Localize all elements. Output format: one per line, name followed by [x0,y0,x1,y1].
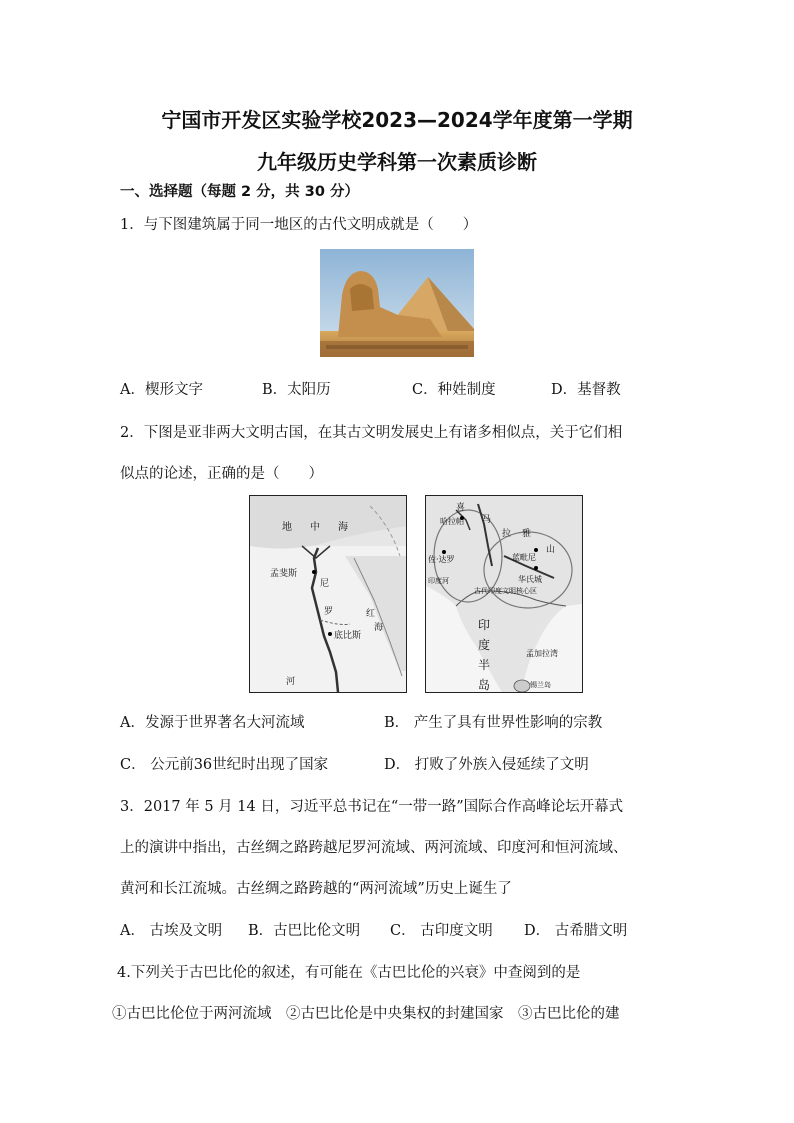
map-label: 佐·达罗 [428,555,455,564]
map-label: 马 [482,515,492,525]
question-2-option-b[interactable]: B． 产生了具有世界性影响的宗教 [384,715,603,731]
map-label: 蓝毗尼 [512,553,536,562]
map-label: 海 [374,623,384,633]
question-2-stem-line1: 2．下图是亚非两大文明古国，在其古文明发展史上有诸多相似点，关于它们相 [120,425,623,441]
map-label: 岛 [478,678,491,692]
map-label: 底比斯 [334,631,362,641]
map-label: 古代印度文明核心区 [474,587,537,595]
egypt-nile-map [249,495,407,693]
question-3-stem-line1: 3．2017 年 5 月 14 日，习近平总书记在“一带一路”国际合作高峰论坛开幕式 [120,799,624,815]
sphinx-pyramid-photo [320,249,474,357]
map-label: 尼 [320,579,330,589]
map-label: 华氏城 [518,575,542,584]
question-3-stem-line2: 上的演讲中指出，古丝绸之路跨越尼罗河流域、两河流域、印度河和恒河流域、 [120,840,628,856]
map-label: 孟斐斯 [270,569,298,579]
map-label: 雅 [522,529,532,539]
map-label: 印 [478,618,491,632]
map-label: 印度河 [428,577,449,585]
map-label: 山 [546,545,556,555]
question-3-option-d[interactable]: D． 古希腊文明 [524,923,628,939]
question-3-stem-line3: 黄河和长江流城。古丝绸之路跨越的“两河流域”历史上诞生了 [120,881,512,897]
map-label: 拉 [502,529,512,539]
exam-title-line2: 九年级历史学科第一次素质诊断 [257,150,537,174]
map-label: 地 [282,522,292,533]
question-1-option-d[interactable]: D．基督教 [551,382,621,398]
question-3-option-b[interactable]: B．古巴比伦文明 [248,923,361,939]
map-label: 锡兰岛 [530,681,551,689]
section-heading: 一、选择题（每题 2 分，共 30 分） [120,184,359,200]
question-2-stem-line2: 似点的论述，正确的是（ ） [120,466,323,482]
map-label: 中 [310,522,320,533]
map-label: 河 [286,677,296,687]
question-2-option-c[interactable]: C． 公元前36世纪时出现了国家 [120,757,329,773]
question-3-option-a[interactable]: A． 古埃及文明 [120,923,223,939]
map-label: 半 [478,658,491,672]
map-label: 海 [338,522,348,533]
map-label: 度 [478,638,491,652]
question-2-option-d[interactable]: D． 打败了外族入侵延续了文明 [384,757,589,773]
question-4-items: ①古巴比伦位于两河流域 ②古巴比伦是中央集权的封建国家 ③古巴比伦的建 [112,1006,620,1022]
question-3-option-c[interactable]: C． 古印度文明 [390,923,493,939]
exam-title-line1: 宁国市开发区实验学校2023—2024学年度第一学期 [161,108,633,132]
india-map [425,495,583,693]
map-label: 孟加拉湾 [526,649,558,658]
map-label: 罗 [324,607,334,617]
map-label: 喜 [456,503,466,513]
question-1-stem: 1．与下图建筑属于同一地区的古代文明成就是（ ） [120,217,478,233]
question-4-stem: 4.下列关于古巴比伦的叙述，有可能在《古巴比伦的兴衰》中查阅到的是 [117,965,581,981]
question-1-option-b[interactable]: B．太阳历 [262,382,331,398]
question-1-option-a[interactable]: A．楔形文字 [120,382,203,398]
question-1-option-c[interactable]: C．种姓制度 [412,382,496,398]
map-label: 哈拉帕 [440,517,464,526]
question-2-option-a[interactable]: A．发源于世界著名大河流域 [120,715,305,731]
map-label: 红 [366,609,376,619]
